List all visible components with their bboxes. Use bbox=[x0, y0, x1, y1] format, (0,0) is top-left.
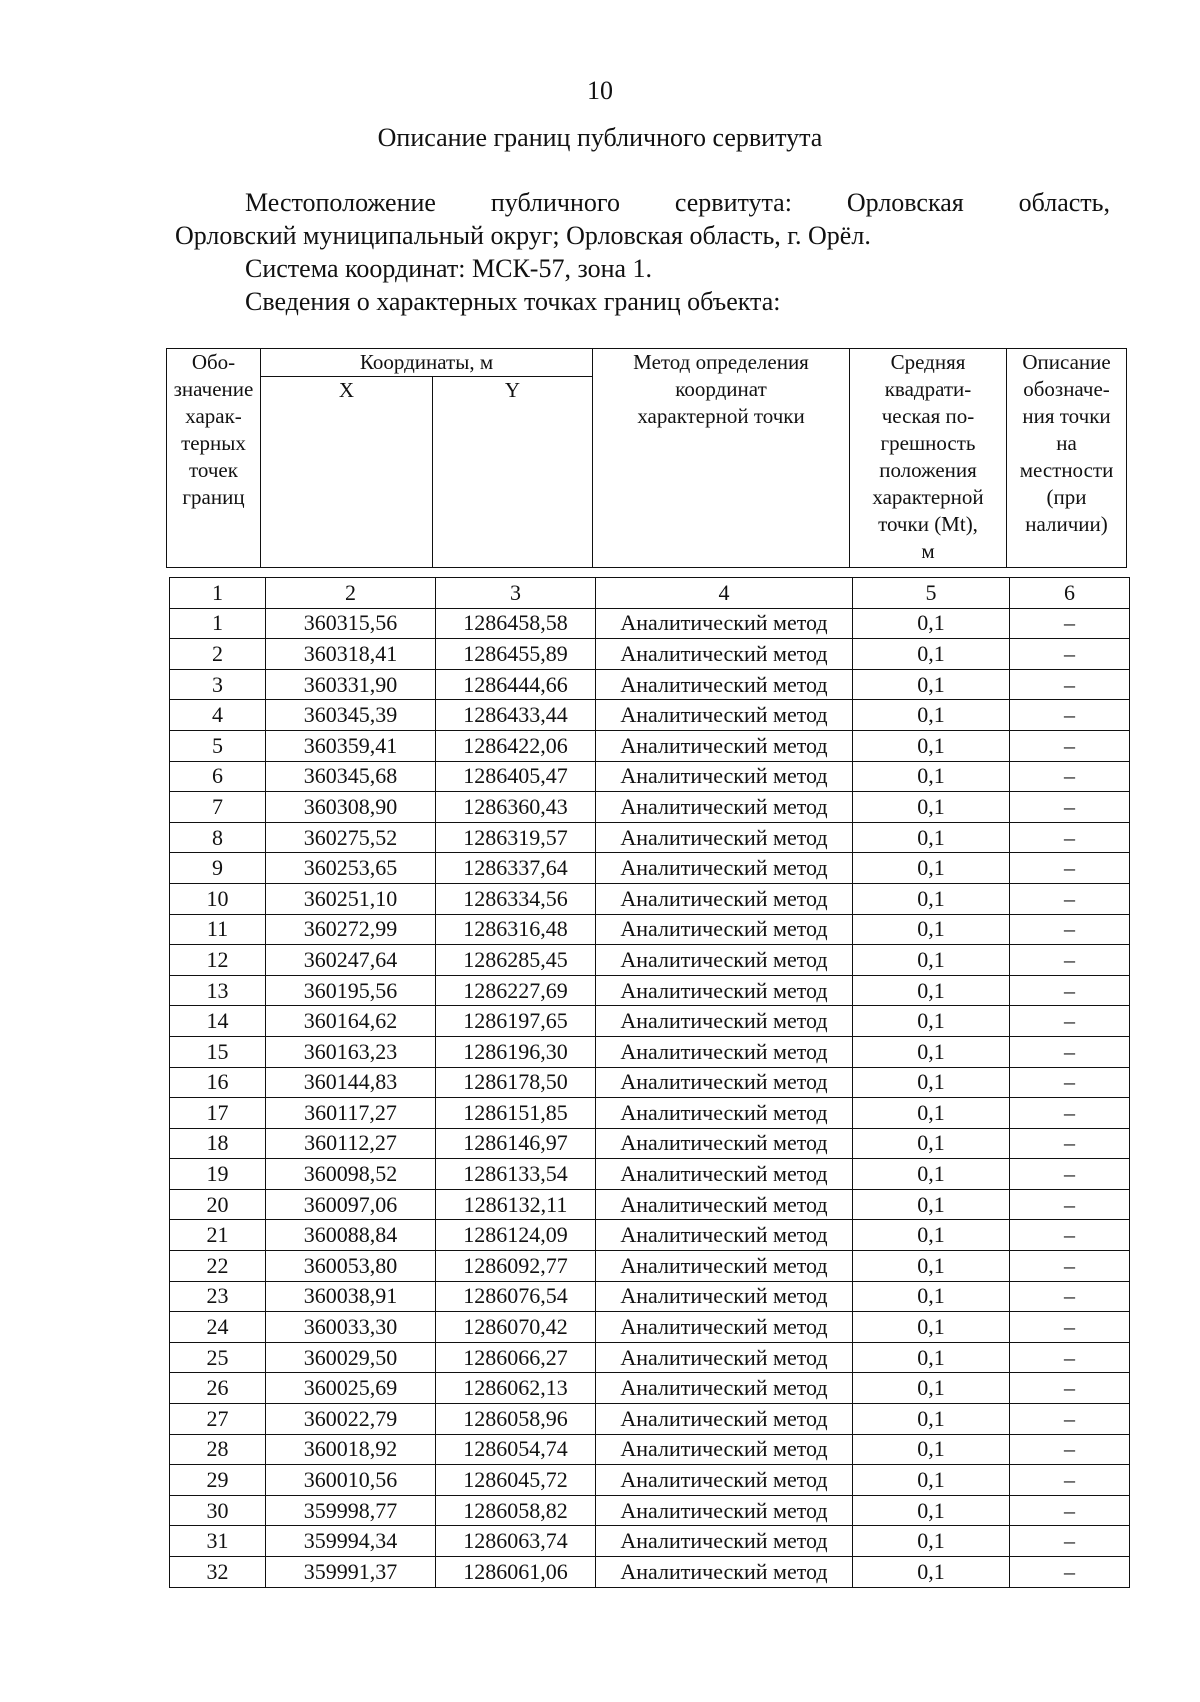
table-row bbox=[170, 1067, 1130, 1098]
column-number-row bbox=[170, 578, 1130, 609]
header-line: характерной bbox=[872, 485, 984, 509]
x-coordinate-cell: 360010,56 bbox=[266, 1465, 436, 1496]
error-cell: 0,1 bbox=[853, 1526, 1010, 1557]
error-cell: 0,1 bbox=[853, 822, 1010, 853]
error-cell: 0,1 bbox=[853, 1281, 1010, 1312]
method-cell: Аналитический метод bbox=[596, 1036, 853, 1067]
y-coordinate-cell: 1286455,89 bbox=[436, 639, 596, 670]
table-row bbox=[170, 1342, 1130, 1373]
point-number-cell: 21 bbox=[170, 1220, 266, 1251]
method-cell: Аналитический метод bbox=[596, 975, 853, 1006]
description-cell: – bbox=[1010, 700, 1130, 731]
x-coordinate-cell: 359994,34 bbox=[266, 1526, 436, 1557]
table-row bbox=[170, 1281, 1130, 1312]
y-coordinate-cell: 1286334,56 bbox=[436, 883, 596, 914]
header-error bbox=[850, 349, 1007, 568]
table-row bbox=[170, 1098, 1130, 1129]
point-number-cell: 32 bbox=[170, 1557, 266, 1588]
method-cell: Аналитический метод bbox=[596, 853, 853, 884]
method-cell: Аналитический метод bbox=[596, 608, 853, 639]
table-row bbox=[170, 700, 1130, 731]
method-cell: Аналитический метод bbox=[596, 1434, 853, 1465]
y-coordinate-cell: 1286433,44 bbox=[436, 700, 596, 731]
y-coordinate-cell: 1286132,11 bbox=[436, 1189, 596, 1220]
x-coordinate-cell: 360144,83 bbox=[266, 1067, 436, 1098]
point-number-cell: 25 bbox=[170, 1342, 266, 1373]
description-cell: – bbox=[1010, 1006, 1130, 1037]
table-row bbox=[170, 730, 1130, 761]
x-coordinate-cell: 360018,92 bbox=[266, 1434, 436, 1465]
method-cell: Аналитический метод bbox=[596, 1373, 853, 1404]
x-coordinate-cell: 360098,52 bbox=[266, 1159, 436, 1190]
x-coordinate-cell: 359991,37 bbox=[266, 1557, 436, 1588]
header-line: обозначе- bbox=[1023, 377, 1110, 401]
y-coordinate-cell: 1286458,58 bbox=[436, 608, 596, 639]
description-cell: – bbox=[1010, 1281, 1130, 1312]
point-number-cell: 10 bbox=[170, 883, 266, 914]
method-cell: Аналитический метод bbox=[596, 1404, 853, 1435]
point-number-cell: 18 bbox=[170, 1128, 266, 1159]
point-number-cell: 12 bbox=[170, 945, 266, 976]
y-coordinate-cell: 1286061,06 bbox=[436, 1557, 596, 1588]
y-coordinate-cell: 1286045,72 bbox=[436, 1465, 596, 1496]
error-cell: 0,1 bbox=[853, 1189, 1010, 1220]
y-coordinate-cell: 1286070,42 bbox=[436, 1312, 596, 1343]
x-coordinate-cell: 359998,77 bbox=[266, 1495, 436, 1526]
header-line: значение bbox=[173, 377, 254, 401]
table-row bbox=[170, 975, 1130, 1006]
point-number-cell: 31 bbox=[170, 1526, 266, 1557]
method-cell: Аналитический метод bbox=[596, 1251, 853, 1282]
header-line: (при bbox=[1046, 485, 1087, 509]
location-word: сервитута: bbox=[674, 188, 792, 217]
y-coordinate-cell: 1286360,43 bbox=[436, 792, 596, 823]
point-number-cell: 20 bbox=[170, 1189, 266, 1220]
description-cell: – bbox=[1010, 883, 1130, 914]
location-paragraph bbox=[175, 186, 1110, 252]
header-line: Метод определения bbox=[633, 350, 809, 374]
description-cell: – bbox=[1010, 1067, 1130, 1098]
x-coordinate-cell: 360345,68 bbox=[266, 761, 436, 792]
x-coordinate-cell: 360318,41 bbox=[266, 639, 436, 670]
document-title: Описание границ публичного сервитута bbox=[377, 123, 823, 152]
error-cell: 0,1 bbox=[853, 639, 1010, 670]
x-coordinate-cell: 360025,69 bbox=[266, 1373, 436, 1404]
y-coordinate-cell: 1286063,74 bbox=[436, 1526, 596, 1557]
method-cell: Аналитический метод bbox=[596, 914, 853, 945]
description-cell: – bbox=[1010, 1495, 1130, 1526]
method-cell: Аналитический метод bbox=[596, 1128, 853, 1159]
location-continuation: Орловский муниципальный округ; Орловская область, г. Орёл. bbox=[175, 221, 871, 250]
x-coordinate-cell: 360117,27 bbox=[266, 1098, 436, 1129]
x-coordinate-cell: 360112,27 bbox=[266, 1128, 436, 1159]
table-row bbox=[170, 1557, 1130, 1588]
method-cell: Аналитический метод bbox=[596, 669, 853, 700]
header-line: точек bbox=[189, 458, 238, 482]
point-number-cell: 4 bbox=[170, 700, 266, 731]
error-cell: 0,1 bbox=[853, 1434, 1010, 1465]
point-number-cell: 23 bbox=[170, 1281, 266, 1312]
point-number-cell: 8 bbox=[170, 822, 266, 853]
table-row bbox=[170, 761, 1130, 792]
method-cell: Аналитический метод bbox=[596, 1067, 853, 1098]
table-row bbox=[170, 1526, 1130, 1557]
y-coordinate-cell: 1286178,50 bbox=[436, 1067, 596, 1098]
x-coordinate-cell: 360033,30 bbox=[266, 1312, 436, 1343]
y-coordinate-cell: 1286337,64 bbox=[436, 853, 596, 884]
table-row bbox=[170, 608, 1130, 639]
y-coordinate-cell: 1286058,96 bbox=[436, 1404, 596, 1435]
table-row bbox=[170, 1006, 1130, 1037]
table-row bbox=[170, 945, 1130, 976]
error-cell: 0,1 bbox=[853, 1342, 1010, 1373]
description-cell: – bbox=[1010, 1526, 1130, 1557]
table-row bbox=[170, 1128, 1130, 1159]
description-cell: – bbox=[1010, 853, 1130, 884]
error-cell: 0,1 bbox=[853, 1404, 1010, 1435]
point-number-cell: 26 bbox=[170, 1373, 266, 1404]
error-cell: 0,1 bbox=[853, 1036, 1010, 1067]
y-coordinate-cell: 1286058,82 bbox=[436, 1495, 596, 1526]
method-cell: Аналитический метод bbox=[596, 1006, 853, 1037]
error-cell: 0,1 bbox=[853, 1495, 1010, 1526]
method-cell: Аналитический метод bbox=[596, 1159, 853, 1190]
x-coordinate-cell: 360275,52 bbox=[266, 822, 436, 853]
point-number-cell: 27 bbox=[170, 1404, 266, 1435]
location-word: Местоположение bbox=[245, 188, 436, 217]
error-cell: 0,1 bbox=[853, 1006, 1010, 1037]
method-cell: Аналитический метод bbox=[596, 761, 853, 792]
point-number-cell: 6 bbox=[170, 761, 266, 792]
table-row bbox=[170, 1312, 1130, 1343]
y-coordinate-cell: 1286076,54 bbox=[436, 1281, 596, 1312]
table-row bbox=[170, 639, 1130, 670]
x-coordinate-cell: 360272,99 bbox=[266, 914, 436, 945]
header-line: терных bbox=[181, 431, 246, 455]
error-cell: 0,1 bbox=[853, 883, 1010, 914]
table-row bbox=[170, 883, 1130, 914]
location-word: область, bbox=[1018, 188, 1110, 217]
coordinate-system: Система координат: МСК-57, зона 1. bbox=[245, 254, 653, 283]
method-cell: Аналитический метод bbox=[596, 822, 853, 853]
header-line: положения bbox=[879, 458, 977, 482]
x-coordinate-cell: 360253,65 bbox=[266, 853, 436, 884]
x-coordinate-cell: 360029,50 bbox=[266, 1342, 436, 1373]
method-cell: Аналитический метод bbox=[596, 792, 853, 823]
error-cell: 0,1 bbox=[853, 945, 1010, 976]
error-cell: 0,1 bbox=[853, 1465, 1010, 1496]
header-description bbox=[1007, 349, 1127, 568]
column-number: 6 bbox=[1010, 578, 1130, 609]
table-row bbox=[170, 1465, 1130, 1496]
y-coordinate-cell: 1286316,48 bbox=[436, 914, 596, 945]
y-coordinate-cell: 1286422,06 bbox=[436, 730, 596, 761]
method-cell: Аналитический метод bbox=[596, 1189, 853, 1220]
header-coordinates: Координаты, м bbox=[261, 349, 593, 377]
point-number-cell: 2 bbox=[170, 639, 266, 670]
header-designation bbox=[167, 349, 261, 568]
method-cell: Аналитический метод bbox=[596, 1312, 853, 1343]
header-line: ния точки bbox=[1022, 404, 1111, 428]
table-row bbox=[170, 1220, 1130, 1251]
error-cell: 0,1 bbox=[853, 1128, 1010, 1159]
location-first-line bbox=[175, 186, 1110, 219]
point-number-cell: 16 bbox=[170, 1067, 266, 1098]
x-coordinate-cell: 360247,64 bbox=[266, 945, 436, 976]
error-cell: 0,1 bbox=[853, 1220, 1010, 1251]
column-number: 2 bbox=[266, 578, 436, 609]
header-line: характерной точки bbox=[637, 404, 805, 428]
column-number: 4 bbox=[596, 578, 853, 609]
point-number-cell: 29 bbox=[170, 1465, 266, 1496]
error-cell: 0,1 bbox=[853, 853, 1010, 884]
point-number-cell: 30 bbox=[170, 1495, 266, 1526]
y-coordinate-cell: 1286444,66 bbox=[436, 669, 596, 700]
description-cell: – bbox=[1010, 639, 1130, 670]
table-row bbox=[170, 1404, 1130, 1435]
point-number-cell: 15 bbox=[170, 1036, 266, 1067]
point-number-cell: 17 bbox=[170, 1098, 266, 1129]
header-line: м bbox=[921, 539, 935, 563]
table-row bbox=[170, 1373, 1130, 1404]
point-number-cell: 14 bbox=[170, 1006, 266, 1037]
x-coordinate-cell: 360163,23 bbox=[266, 1036, 436, 1067]
description-cell: – bbox=[1010, 1251, 1130, 1282]
location-word: публичного bbox=[490, 188, 620, 217]
column-number: 5 bbox=[853, 578, 1010, 609]
description-cell: – bbox=[1010, 1557, 1130, 1588]
y-coordinate-cell: 1286054,74 bbox=[436, 1434, 596, 1465]
header-line: Описание bbox=[1022, 350, 1111, 374]
error-cell: 0,1 bbox=[853, 700, 1010, 731]
table-row bbox=[170, 822, 1130, 853]
x-coordinate-cell: 360315,56 bbox=[266, 608, 436, 639]
y-coordinate-cell: 1286133,54 bbox=[436, 1159, 596, 1190]
x-coordinate-cell: 360308,90 bbox=[266, 792, 436, 823]
error-cell: 0,1 bbox=[853, 914, 1010, 945]
x-coordinate-cell: 360053,80 bbox=[266, 1251, 436, 1282]
method-cell: Аналитический метод bbox=[596, 1526, 853, 1557]
x-coordinate-cell: 360097,06 bbox=[266, 1189, 436, 1220]
error-cell: 0,1 bbox=[853, 761, 1010, 792]
table-header bbox=[166, 348, 1127, 568]
points-table-body bbox=[170, 578, 1130, 1588]
column-number: 3 bbox=[436, 578, 596, 609]
method-cell: Аналитический метод bbox=[596, 639, 853, 670]
description-cell: – bbox=[1010, 914, 1130, 945]
description-cell: – bbox=[1010, 1342, 1130, 1373]
header-line: грешность bbox=[880, 431, 976, 455]
y-coordinate-cell: 1286151,85 bbox=[436, 1098, 596, 1129]
y-coordinate-cell: 1286227,69 bbox=[436, 975, 596, 1006]
x-coordinate-cell: 360345,39 bbox=[266, 700, 436, 731]
table-row bbox=[170, 1159, 1130, 1190]
x-coordinate-cell: 360022,79 bbox=[266, 1404, 436, 1435]
header-line: границ bbox=[182, 485, 245, 509]
description-cell: – bbox=[1010, 1098, 1130, 1129]
description-cell: – bbox=[1010, 669, 1130, 700]
points-table bbox=[169, 577, 1130, 1588]
x-coordinate-cell: 360088,84 bbox=[266, 1220, 436, 1251]
header-y: Y bbox=[433, 377, 593, 568]
y-coordinate-cell: 1286405,47 bbox=[436, 761, 596, 792]
description-cell: – bbox=[1010, 1159, 1130, 1190]
description-cell: – bbox=[1010, 975, 1130, 1006]
header-line: точки (Mt), bbox=[878, 512, 978, 536]
point-number-cell: 1 bbox=[170, 608, 266, 639]
y-coordinate-cell: 1286146,97 bbox=[436, 1128, 596, 1159]
y-coordinate-cell: 1286285,45 bbox=[436, 945, 596, 976]
point-number-cell: 5 bbox=[170, 730, 266, 761]
y-coordinate-cell: 1286124,09 bbox=[436, 1220, 596, 1251]
x-coordinate-cell: 360331,90 bbox=[266, 669, 436, 700]
method-cell: Аналитический метод bbox=[596, 700, 853, 731]
error-cell: 0,1 bbox=[853, 1098, 1010, 1129]
point-number-cell: 7 bbox=[170, 792, 266, 823]
y-coordinate-cell: 1286092,77 bbox=[436, 1251, 596, 1282]
point-number-cell: 24 bbox=[170, 1312, 266, 1343]
method-cell: Аналитический метод bbox=[596, 1495, 853, 1526]
point-number-cell: 22 bbox=[170, 1251, 266, 1282]
method-cell: Аналитический метод bbox=[596, 1465, 853, 1496]
point-number-cell: 3 bbox=[170, 669, 266, 700]
x-coordinate-cell: 360038,91 bbox=[266, 1281, 436, 1312]
method-cell: Аналитический метод bbox=[596, 1342, 853, 1373]
description-cell: – bbox=[1010, 945, 1130, 976]
header-line: координат bbox=[675, 377, 767, 401]
points-heading: Сведения о характерных точках границ объекта: bbox=[245, 287, 781, 316]
header-x: X bbox=[261, 377, 433, 568]
x-coordinate-cell: 360251,10 bbox=[266, 883, 436, 914]
description-cell: – bbox=[1010, 822, 1130, 853]
table-row bbox=[170, 669, 1130, 700]
y-coordinate-cell: 1286319,57 bbox=[436, 822, 596, 853]
header-line: ческая по- bbox=[881, 404, 975, 428]
point-number-cell: 11 bbox=[170, 914, 266, 945]
description-cell: – bbox=[1010, 1128, 1130, 1159]
method-cell: Аналитический метод bbox=[596, 1281, 853, 1312]
page-number: 10 bbox=[587, 76, 613, 105]
y-coordinate-cell: 1286066,27 bbox=[436, 1342, 596, 1373]
x-coordinate-cell: 360164,62 bbox=[266, 1006, 436, 1037]
table-row bbox=[170, 1189, 1130, 1220]
header-method bbox=[593, 349, 850, 568]
method-cell: Аналитический метод bbox=[596, 1220, 853, 1251]
point-number-cell: 13 bbox=[170, 975, 266, 1006]
description-cell: – bbox=[1010, 761, 1130, 792]
description-cell: – bbox=[1010, 1312, 1130, 1343]
error-cell: 0,1 bbox=[853, 975, 1010, 1006]
method-cell: Аналитический метод bbox=[596, 1557, 853, 1588]
table-row bbox=[170, 1251, 1130, 1282]
point-number-cell: 28 bbox=[170, 1434, 266, 1465]
y-coordinate-cell: 1286197,65 bbox=[436, 1006, 596, 1037]
header-line: Средняя bbox=[890, 350, 966, 374]
description-cell: – bbox=[1010, 1036, 1130, 1067]
table-row bbox=[170, 792, 1130, 823]
error-cell: 0,1 bbox=[853, 1557, 1010, 1588]
table-row bbox=[170, 914, 1130, 945]
error-cell: 0,1 bbox=[853, 1312, 1010, 1343]
description-cell: – bbox=[1010, 792, 1130, 823]
header-line: харак- bbox=[185, 404, 242, 428]
column-number: 1 bbox=[170, 578, 266, 609]
table-row bbox=[170, 1036, 1130, 1067]
header-line: на bbox=[1056, 431, 1077, 455]
description-cell: – bbox=[1010, 608, 1130, 639]
description-cell: – bbox=[1010, 1404, 1130, 1435]
error-cell: 0,1 bbox=[853, 1159, 1010, 1190]
method-cell: Аналитический метод bbox=[596, 1098, 853, 1129]
header-line: наличии) bbox=[1025, 512, 1108, 536]
point-number-cell: 19 bbox=[170, 1159, 266, 1190]
error-cell: 0,1 bbox=[853, 669, 1010, 700]
description-cell: – bbox=[1010, 730, 1130, 761]
y-coordinate-cell: 1286062,13 bbox=[436, 1373, 596, 1404]
table-row bbox=[170, 1495, 1130, 1526]
table-row bbox=[170, 853, 1130, 884]
error-cell: 0,1 bbox=[853, 608, 1010, 639]
x-coordinate-cell: 360359,41 bbox=[266, 730, 436, 761]
error-cell: 0,1 bbox=[853, 1373, 1010, 1404]
table-row bbox=[170, 1434, 1130, 1465]
description-cell: – bbox=[1010, 1220, 1130, 1251]
method-cell: Аналитический метод bbox=[596, 730, 853, 761]
x-coordinate-cell: 360195,56 bbox=[266, 975, 436, 1006]
header-line: квадрати- bbox=[884, 377, 972, 401]
header-line: Обо- bbox=[191, 350, 236, 374]
location-word: Орловская bbox=[846, 188, 964, 217]
error-cell: 0,1 bbox=[853, 1251, 1010, 1282]
y-coordinate-cell: 1286196,30 bbox=[436, 1036, 596, 1067]
description-cell: – bbox=[1010, 1373, 1130, 1404]
header-line: местности bbox=[1019, 458, 1114, 482]
error-cell: 0,1 bbox=[853, 1067, 1010, 1098]
error-cell: 0,1 bbox=[853, 792, 1010, 823]
method-cell: Аналитический метод bbox=[596, 883, 853, 914]
point-number-cell: 9 bbox=[170, 853, 266, 884]
description-cell: – bbox=[1010, 1434, 1130, 1465]
error-cell: 0,1 bbox=[853, 730, 1010, 761]
description-cell: – bbox=[1010, 1465, 1130, 1496]
description-cell: – bbox=[1010, 1189, 1130, 1220]
method-cell: Аналитический метод bbox=[596, 945, 853, 976]
